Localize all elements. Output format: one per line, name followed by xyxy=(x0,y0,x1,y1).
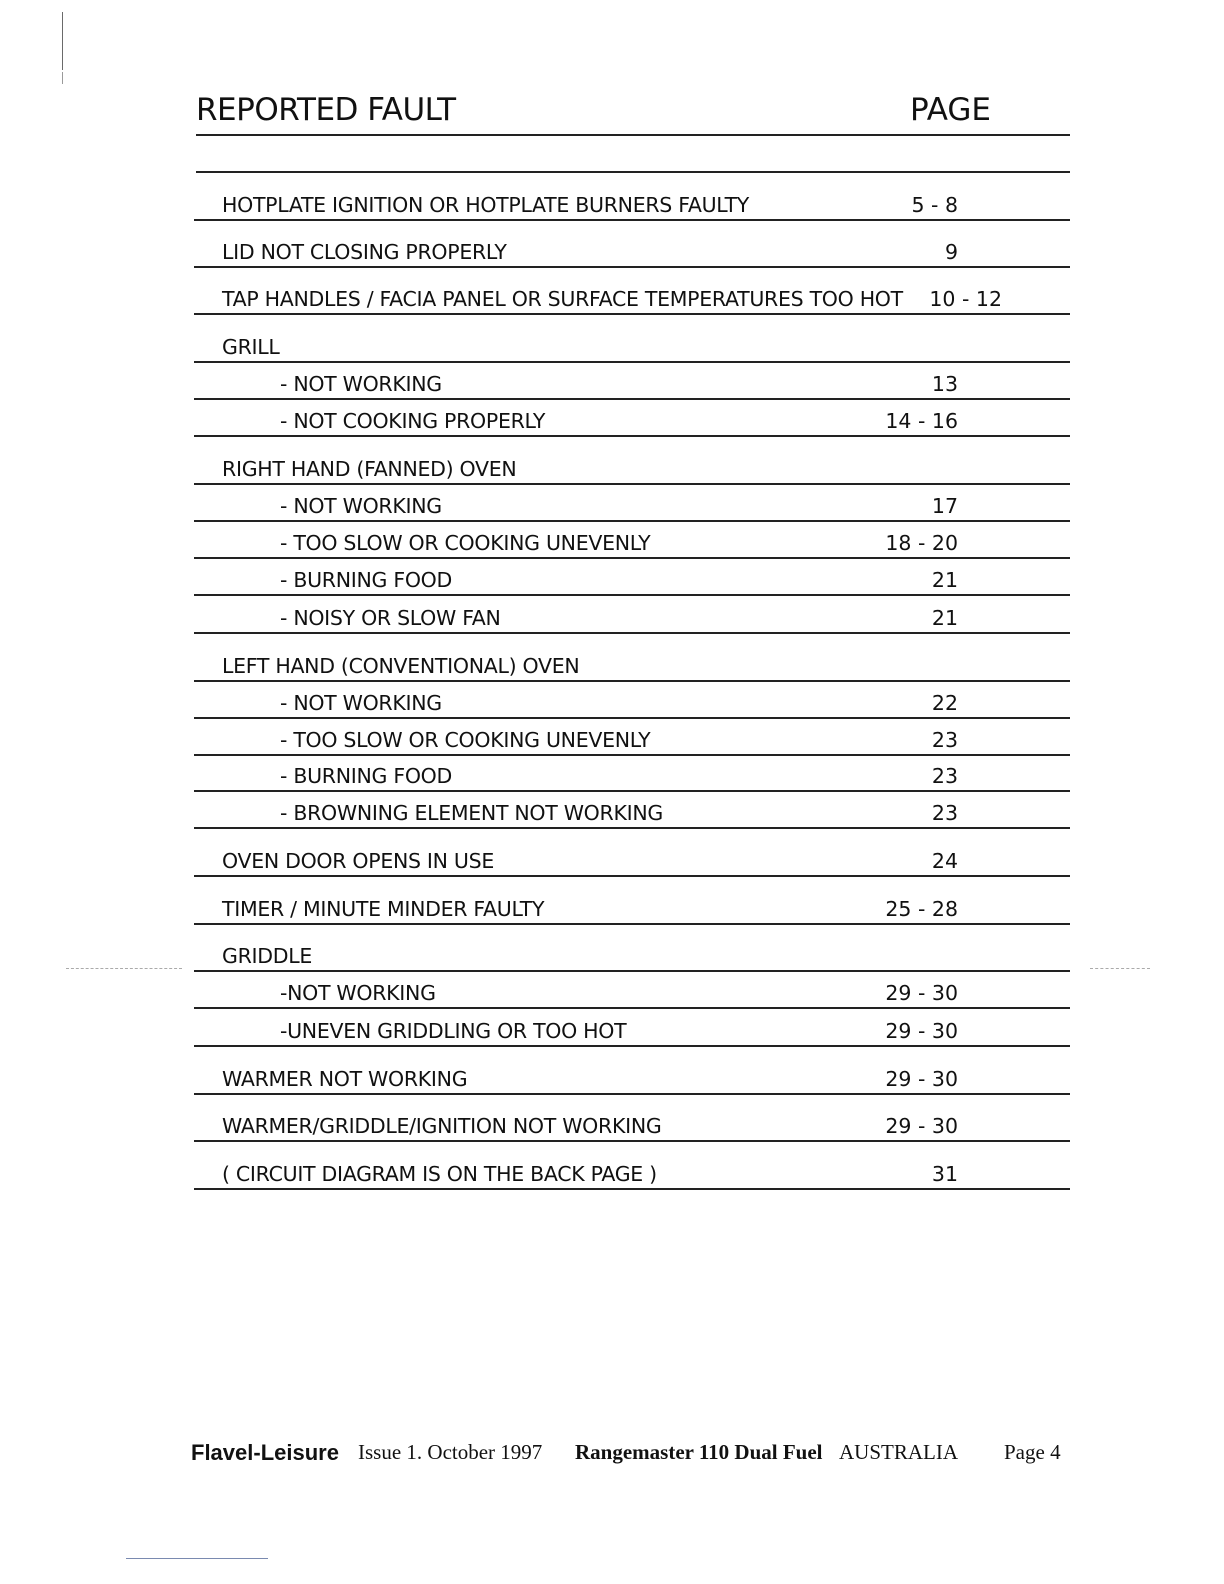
fault-page: 29 - 30 xyxy=(885,1019,958,1043)
fault-label: HOTPLATE IGNITION OR HOTPLATE BURNERS FAULTY xyxy=(222,193,750,217)
fault-page: 14 - 16 xyxy=(885,409,958,433)
fault-row-left-oven xyxy=(194,634,1070,682)
fault-label: TAP HANDLES / FACIA PANEL OR SURFACE TEMPERATURES TOO HOT xyxy=(222,287,903,311)
fault-page: 29 - 30 xyxy=(885,981,958,1005)
fault-row-warmer-griddle-ignition xyxy=(194,1095,1070,1142)
fault-label: - TOO SLOW OR COOKING UNEVENLY xyxy=(280,531,651,555)
fault-label: -NOT WORKING xyxy=(280,981,436,1005)
fault-row-right-oven-fan xyxy=(194,596,1070,634)
fault-page: 31 xyxy=(931,1162,958,1186)
page-footer xyxy=(191,1440,1071,1472)
fault-row-grill-not-cooking xyxy=(194,400,1070,437)
scan-artifact-line xyxy=(1090,968,1150,969)
fault-page: 25 - 28 xyxy=(885,897,958,921)
fault-label: - BURNING FOOD xyxy=(280,568,452,592)
fault-label: - TOO SLOW OR COOKING UNEVENLY xyxy=(280,728,651,752)
fault-row-grill xyxy=(194,315,1070,363)
fault-row-left-oven-browning xyxy=(194,792,1070,829)
fault-label: LID NOT CLOSING PROPERLY xyxy=(222,240,507,264)
footer-country: AUSTRALIA xyxy=(839,1440,958,1464)
fault-row-oven-door xyxy=(194,829,1070,877)
footer-company: Flavel-Leisure xyxy=(191,1440,339,1465)
fault-label: -UNEVEN GRIDDLING OR TOO HOT xyxy=(280,1019,627,1043)
footer-model: Rangemaster 110 Dual Fuel xyxy=(575,1440,823,1464)
fault-section-label: LEFT HAND (CONVENTIONAL) OVEN xyxy=(222,654,580,678)
fault-row-right-oven-burning xyxy=(194,559,1070,596)
page-heading: PAGE xyxy=(910,92,991,128)
fault-page: 29 - 30 xyxy=(885,1067,958,1091)
fault-section-label: RIGHT HAND (FANNED) OVEN xyxy=(222,457,517,481)
fault-label: TIMER / MINUTE MINDER FAULTY xyxy=(222,897,545,921)
fault-row-griddle-not-working xyxy=(194,972,1070,1009)
fault-page: 17 xyxy=(931,494,958,518)
scan-artifact-line xyxy=(66,968,182,969)
fault-label: WARMER/GRIDDLE/IGNITION NOT WORKING xyxy=(222,1114,662,1138)
fault-label: ( CIRCUIT DIAGRAM IS ON THE BACK PAGE ) xyxy=(222,1162,657,1186)
fault-label: OVEN DOOR OPENS IN USE xyxy=(222,849,495,873)
fault-page: 24 xyxy=(931,849,958,873)
fault-page: 18 - 20 xyxy=(885,531,958,555)
fault-page: 13 xyxy=(931,372,958,396)
fault-row-lid xyxy=(194,221,1070,268)
fault-row-left-oven-slow xyxy=(194,719,1070,756)
fault-label: - NOT COOKING PROPERLY xyxy=(280,409,546,433)
scan-artifact-line xyxy=(126,1558,268,1559)
fault-row-warmer xyxy=(194,1047,1070,1095)
fault-section-label: GRILL xyxy=(222,335,280,359)
fault-page: 9 xyxy=(944,240,958,264)
fault-page: 23 xyxy=(931,801,958,825)
fault-page: 29 - 30 xyxy=(885,1114,958,1138)
fault-page: 5 - 8 xyxy=(911,193,958,217)
fault-label: - NOT WORKING xyxy=(280,372,442,396)
fault-label: - NOT WORKING xyxy=(280,691,442,715)
fault-row-griddle xyxy=(194,925,1070,972)
fault-page: 21 xyxy=(931,568,958,592)
fault-row-timer xyxy=(194,877,1070,925)
fault-label: - BROWNING ELEMENT NOT WORKING xyxy=(280,801,663,825)
fault-row-right-oven xyxy=(194,437,1070,485)
fault-page: 21 xyxy=(931,606,958,630)
footer-page-number: Page 4 xyxy=(1004,1440,1061,1464)
fault-page: 22 xyxy=(931,691,958,715)
table-header xyxy=(196,88,1070,136)
footer-issue: Issue 1. October 1997 xyxy=(358,1440,543,1464)
fault-row-right-oven-slow xyxy=(194,522,1070,559)
fault-page: 10 - 12 xyxy=(929,287,1002,311)
scan-edge-mark xyxy=(62,72,63,84)
fault-page: 23 xyxy=(931,728,958,752)
fault-row-hotplate xyxy=(194,173,1070,221)
fault-row-circuit-diagram xyxy=(194,1142,1070,1190)
fault-row-griddle-uneven xyxy=(194,1009,1070,1047)
fault-label: - BURNING FOOD xyxy=(280,764,452,788)
fault-row-left-oven-not-working xyxy=(194,682,1070,719)
fault-label: - NOT WORKING xyxy=(280,494,442,518)
fault-label: WARMER NOT WORKING xyxy=(222,1067,468,1091)
fault-page: 23 xyxy=(931,764,958,788)
fault-row-right-oven-not-working xyxy=(194,485,1070,522)
fault-label: - NOISY OR SLOW FAN xyxy=(280,606,501,630)
fault-row-tap-handles xyxy=(194,268,1070,315)
scan-edge-mark xyxy=(62,12,63,70)
fault-row-left-oven-burning xyxy=(194,756,1070,792)
reported-fault-heading: REPORTED FAULT xyxy=(196,92,456,128)
fault-section-label: GRIDDLE xyxy=(222,944,313,968)
fault-row-grill-not-working xyxy=(194,363,1070,400)
